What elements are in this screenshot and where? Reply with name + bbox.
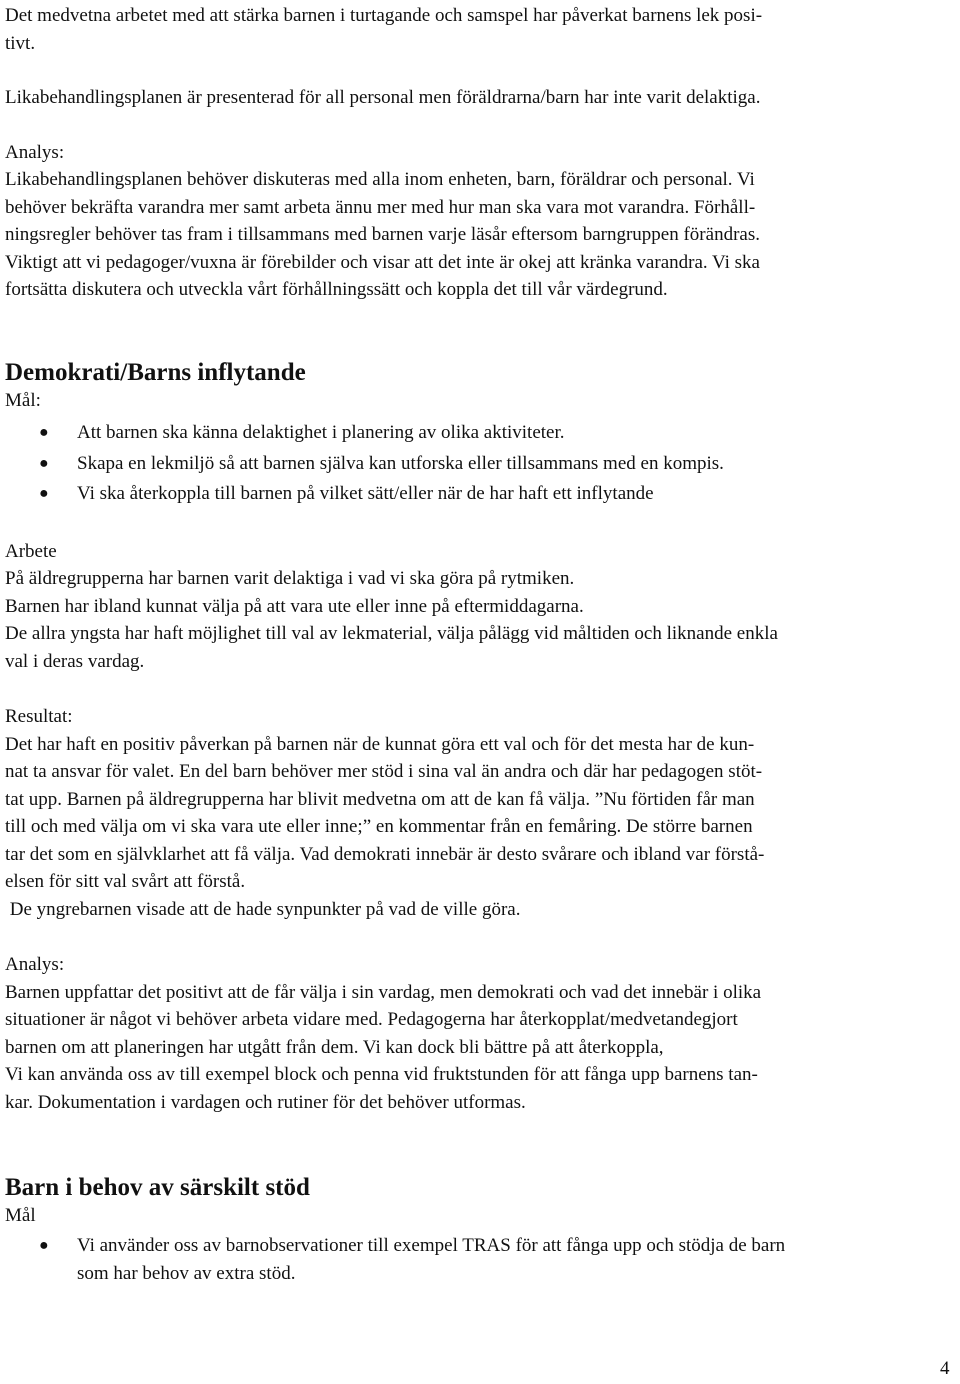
bullet-icon: ● — [39, 454, 49, 472]
intro-line: Likabehandlingsplanen är presenterad för all personal men föräldrarna/barn har inte varit delaktiga. — [5, 87, 761, 108]
document-page — [5, 2, 950, 1288]
resultat-line: elsen för sitt val svårt att förstå. — [5, 871, 246, 892]
analys-line: kar. Dokumentation i vardagen och rutiner för det behöver utformas. — [5, 1091, 526, 1113]
analys-line: situationer är något vi behöver arbeta vidare med. Pedagogerna har återkopplat/medvetandegjort — [5, 1009, 738, 1030]
analys-line: barnen om att planeringen har utgått från dem. Vi kan dock bli bättre på att återkoppla, — [5, 1036, 664, 1058]
arbete-label: Arbete — [5, 540, 57, 562]
analys-line: ningsregler behöver tas fram i tillsammans med barnen varje läsår eftersom barngruppen förändras. — [5, 224, 760, 245]
analys-line: fortsätta diskutera och utveckla vårt förhållningssätt och koppla det till vår värdegrund. — [5, 279, 668, 300]
intro-line: tivt. — [5, 32, 36, 54]
resultat-line: till och med välja om vi ska vara ute eller inne;” en kommentar från en femåring. De större barnen — [5, 816, 753, 837]
goal-text: Vi använder oss av barnobservationer till exempel TRAS för att fånga upp och stödja de barn — [77, 1234, 786, 1256]
analys-line: Barnen uppfattar det positivt att de får välja i sin vardag, men demokrati och vad det innebär i olika — [5, 981, 762, 1003]
resultat-line: nat ta ansvar för valet. En del barn behöver mer stöd i sina val än andra och där har pedagogen stöt- — [5, 761, 763, 782]
goal-text: Vi ska återkoppla till barnen på vilket sätt/eller när de har haft ett inflytande — [77, 483, 654, 504]
bullet-icon: ● — [39, 1236, 49, 1254]
list-item — [5, 1232, 950, 1288]
arbete-line: val i deras vardag. — [5, 650, 145, 672]
resultat-label: Resultat: — [5, 706, 73, 727]
resultat-line: De yngrebarnen visade att de hade synpunkter på vad de ville göra. — [5, 898, 521, 920]
section-heading-sarskilt-stod: Barn i behov av särskilt stöd — [5, 1174, 310, 1201]
intro-line: Det medvetna arbetet med att stärka barnen i turtagande och samspel har påverkat barnens lek posi- — [5, 5, 763, 26]
arbete-line: Barnen har ibland kunnat välja på att vara ute eller inne på eftermiddagarna. — [5, 595, 584, 617]
arbete-line: De allra yngsta har haft möjlighet till val av lekmaterial, välja pålägg vid måltiden och liknande enkla — [5, 623, 778, 644]
bullet-icon: ● — [39, 424, 49, 441]
mal-label: Mål: — [5, 389, 41, 411]
mal-label: Mål — [5, 1205, 36, 1226]
goal-list — [5, 418, 950, 510]
analys-line: Vi kan använda oss av till exempel block och penna vid fruktstunden för att fånga upp barnens tan- — [5, 1064, 758, 1085]
list-item — [5, 449, 950, 480]
analys-label: Analys: — [5, 954, 65, 975]
arbete-line: På äldregrupperna har barnen varit delaktiga i vad vi ska göra på rytmiken. — [5, 568, 575, 589]
goal-text: Skapa en lekmiljö så att barnen själva kan utforska eller tillsammans med en kompis. — [77, 452, 724, 474]
section-heading-demokrati: Demokrati/Barns inflytande — [5, 358, 306, 386]
bullet-icon: ● — [39, 485, 49, 502]
analys-label: Analys: — [5, 141, 65, 163]
analys-line: Viktigt att vi pedagoger/vuxna är förebilder och visar att det inte är okej att kränka varandra. Vi ska — [5, 251, 760, 273]
resultat-line: Det har haft en positiv påverkan på barnen när de kunnat göra ett val och för det mesta har de kun- — [5, 733, 755, 755]
analys-line: behöver bekräfta varandra mer samt arbeta ännu mer med hur man ska vara mot varandra. Förhåll- — [5, 196, 756, 218]
goal-list — [5, 1232, 950, 1288]
goal-text: som har behov av extra stöd. — [77, 1262, 296, 1284]
goal-text: Att barnen ska känna delaktighet i planering av olika aktiviteter. — [77, 422, 565, 443]
resultat-line: tar det som en självklarhet att få välja. Vad demokrati innebär är desto svårare och ibland var förstå- — [5, 843, 765, 865]
list-item — [5, 418, 950, 449]
resultat-line: tat upp. Barnen på äldregrupperna har blivit medvetna om att de kan få välja. ”Nu förtiden får man — [5, 788, 755, 810]
list-item — [5, 479, 950, 510]
page-number: 4 — [940, 1358, 950, 1379]
analys-line: Likabehandlingsplanen behöver diskuteras med alla inom enheten, barn, föräldrar och personal. Vi — [5, 169, 755, 190]
